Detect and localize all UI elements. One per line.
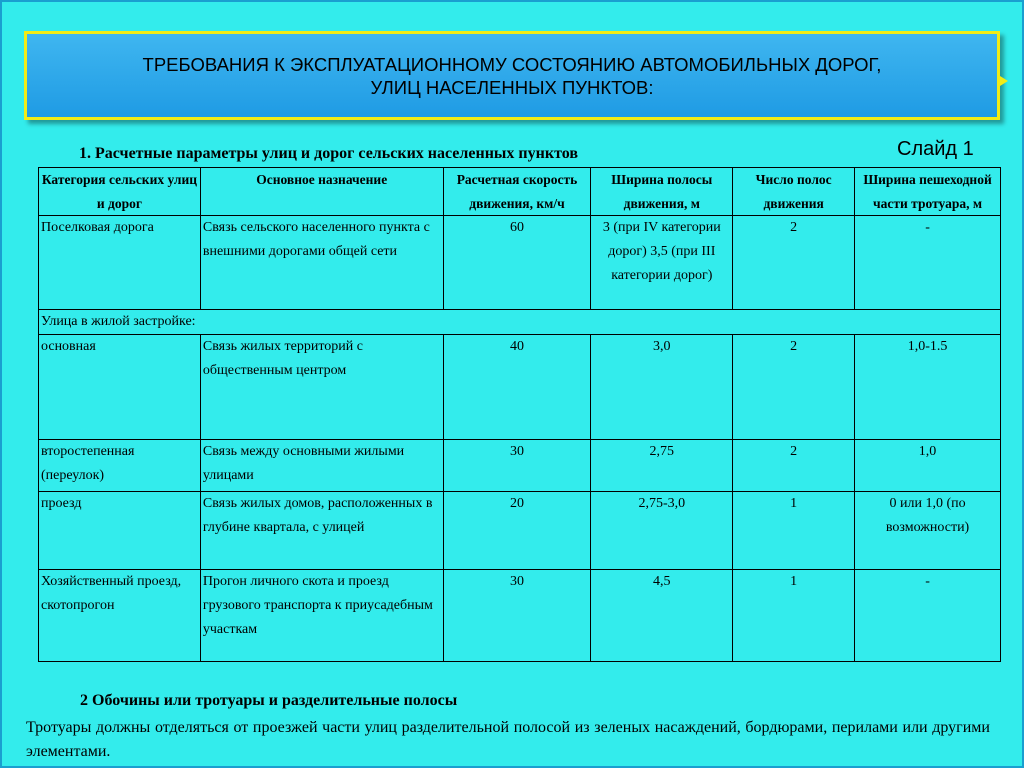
table-cell: 3 (при IV категории дорог) 3,5 (при III категории дорог)	[591, 216, 733, 310]
table-cell: 1	[733, 570, 855, 662]
table-cell: -	[855, 570, 1001, 662]
table-cell: 2,75	[591, 440, 733, 492]
table-cell: 2,75-3,0	[591, 492, 733, 570]
header-cell: Ширина полосы движения, м	[591, 168, 733, 216]
table-cell: Связь между основными жилыми улицами	[200, 440, 443, 492]
slide-title: ТРЕБОВАНИЯ К ЭКСПЛУАТАЦИОННОМУ СОСТОЯНИЮ АВТОМОБИЛЬНЫХ ДОРОГ, УЛИЦ НАСЕЛЕННЫХ ПУНКТОВ:	[142, 53, 882, 98]
table-cell: 1	[733, 492, 855, 570]
table-cell: 0 или 1,0 (по возможности)	[855, 492, 1001, 570]
section2-heading: 2 Обочины или тротуары и разделительные полосы	[80, 692, 458, 709]
table-cell: 1,0	[855, 440, 1001, 492]
table-cell: 4,5	[591, 570, 733, 662]
table-row	[39, 570, 1001, 662]
table-row	[39, 492, 1001, 570]
table-row	[39, 335, 1001, 440]
table-cell: 2	[733, 216, 855, 310]
table-cell: 40	[443, 335, 591, 440]
banner-arrow-icon	[1000, 76, 1008, 86]
header-cell: Число полос движения	[733, 168, 855, 216]
table-cell: 30	[443, 440, 591, 492]
table-cell: -	[855, 216, 1001, 310]
table-cell: 1,0-1.5	[855, 335, 1001, 440]
table-cell: 2	[733, 440, 855, 492]
table-cell: основная	[39, 335, 201, 440]
table-cell: 3,0	[591, 335, 733, 440]
parameters-table	[38, 167, 1001, 662]
section2-paragraph: Тротуары должны отделяться от проезжей части улиц разделительной полосой из зеленых насаждений, бордюрами, перилами или другими элементами.	[26, 719, 990, 760]
header-cell: Основное назначение	[200, 168, 443, 216]
table-cell: Хозяйственный проезд, скотопрогон	[39, 570, 201, 662]
table-cell: проезд	[39, 492, 201, 570]
section1-heading: 1. Расчетные параметры улиц и дорог сельских населенных пунктов	[79, 145, 578, 162]
table-row	[39, 440, 1001, 492]
table-cell: второстепенная (переулок)	[39, 440, 201, 492]
table-group-row	[39, 310, 1001, 335]
header-cell: Категория сельских улиц и дорог	[39, 168, 201, 216]
table-header-row	[39, 168, 1001, 216]
table-cell: Прогон личного скота и проезд грузового транспорта к приусадебным участкам	[200, 570, 443, 662]
table-cell: 20	[443, 492, 591, 570]
header-cell: Расчетная скорость движения, км/ч	[443, 168, 591, 216]
table-cell: Связь сельского населенного пункта с внешними дорогами общей сети	[200, 216, 443, 310]
table-cell: 2	[733, 335, 855, 440]
header-cell: Ширина пешеходной части тротуара, м	[855, 168, 1001, 216]
table-cell: Связь жилых домов, расположенных в глубине квартала, с улицей	[200, 492, 443, 570]
table-cell: 60	[443, 216, 591, 310]
title-banner	[24, 31, 1000, 120]
table-cell: Поселковая дорога	[39, 216, 201, 310]
group-label: Улица в жилой застройке:	[39, 310, 1001, 335]
table-row	[39, 216, 1001, 310]
table-cell: 30	[443, 570, 591, 662]
table-cell: Связь жилых территорий с общественным центром	[200, 335, 443, 440]
slide-number-label: Слайд 1	[897, 138, 974, 160]
